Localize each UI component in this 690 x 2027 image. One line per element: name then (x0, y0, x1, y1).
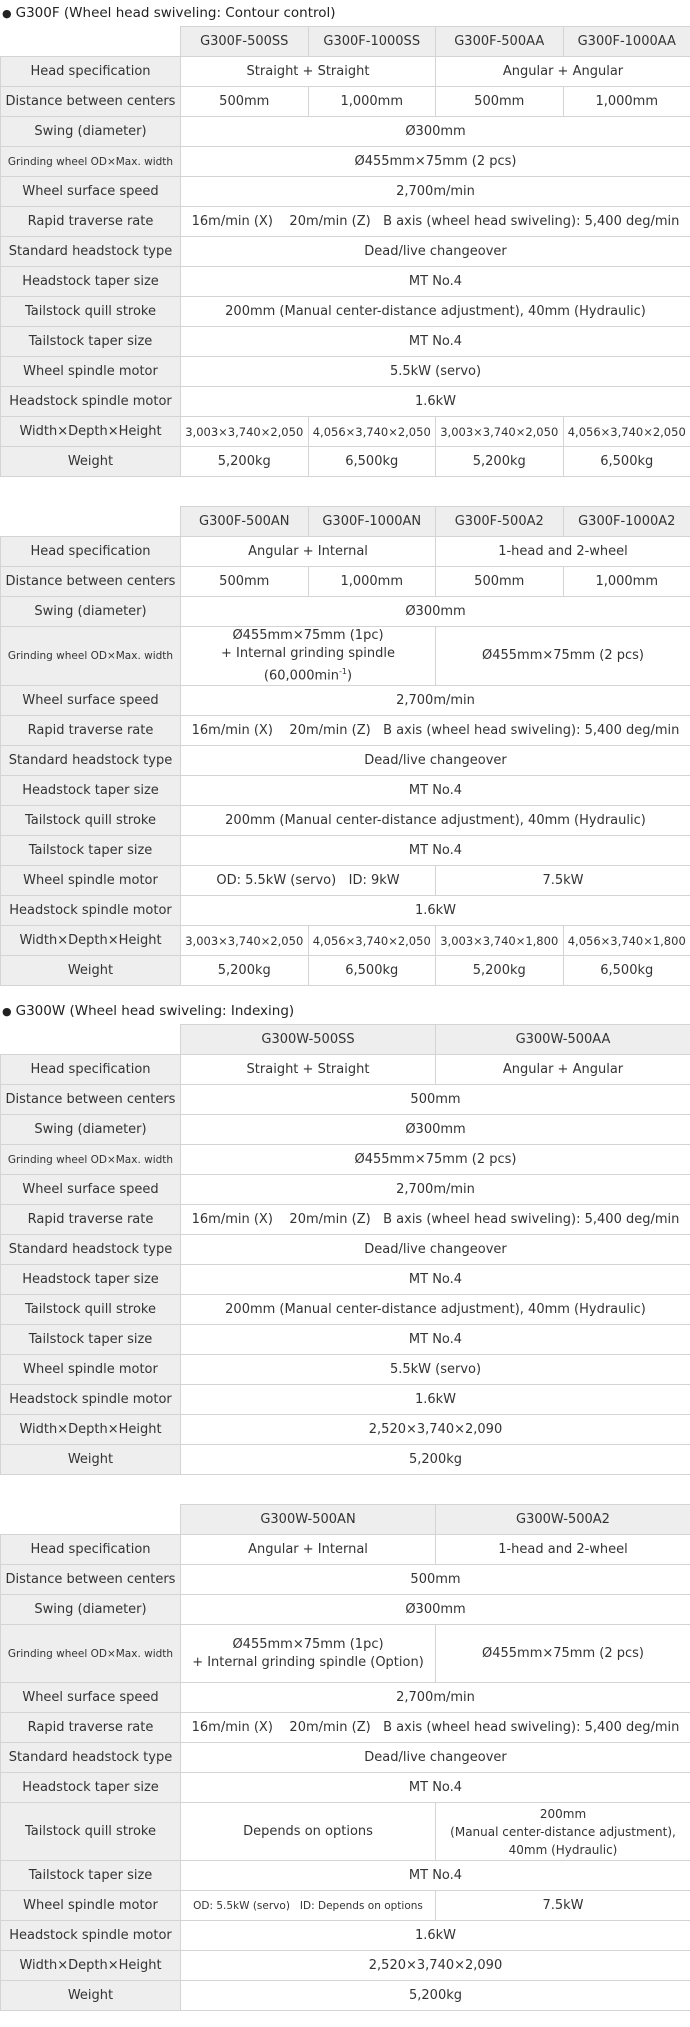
cell-value: 500mm (181, 567, 309, 597)
table-row (1, 327, 690, 357)
table-row (1, 1535, 690, 1565)
cell-value: 5,200kg (436, 447, 564, 477)
table-row (1, 956, 690, 986)
row-label: Standard headstock type (1, 746, 181, 776)
model-header: G300W-500AA (436, 1025, 690, 1055)
row-label: Standard headstock type (1, 237, 181, 267)
cell-value: 1.6kW (181, 896, 690, 926)
row-label: Headstock spindle motor (1, 1921, 181, 1951)
table-row (1, 1295, 690, 1325)
cell-value: Dead/live changeover (181, 237, 690, 267)
section-title-text: G300F (Wheel head swiveling: Contour control) (15, 5, 336, 21)
table-row (1, 1415, 690, 1445)
row-label: Distance between centers (1, 567, 181, 597)
cell-value: Dead/live changeover (181, 746, 690, 776)
cell-value-multiline (181, 1625, 436, 1683)
cell-value: MT No.4 (181, 327, 690, 357)
row-label: Grinding wheel OD×Max. width (1, 1625, 181, 1683)
cell-value: 5,200kg (181, 1445, 690, 1475)
model-header: G300W-500A2 (436, 1505, 690, 1535)
table-row (1, 1595, 690, 1625)
cell-value: 1-head and 2-wheel (436, 537, 690, 567)
cell-value: Ø300mm (181, 117, 690, 147)
cell-value: Angular + Internal (181, 1535, 436, 1565)
row-label: Weight (1, 1981, 181, 2011)
table-row (1, 1921, 690, 1951)
row-label: Tailstock taper size (1, 1325, 181, 1355)
table-row (1, 1355, 690, 1385)
cell-value: Angular + Angular (436, 1055, 690, 1085)
table-row (1, 1713, 690, 1743)
section-gap (0, 1475, 690, 1504)
cell-value: Ø455mm×75mm (2 pcs) (436, 1625, 690, 1683)
table-row (1, 926, 690, 956)
table-row (1, 896, 690, 926)
row-label: Tailstock taper size (1, 836, 181, 866)
cell-value: 16m/min (X) 20m/min (Z) B axis (wheel head swiveling): 5,400 deg/min (181, 1205, 690, 1235)
table-row (1, 1981, 690, 2011)
cell-value: 500mm (181, 1565, 690, 1595)
row-label: Tailstock quill stroke (1, 1295, 181, 1325)
model-header: G300F-500AA (436, 27, 564, 57)
row-label: Headstock spindle motor (1, 1385, 181, 1415)
cell-value: Angular + Angular (436, 57, 690, 87)
cell-value: 4,056×3,740×2,050 (308, 417, 436, 447)
section-title-g300f (0, 0, 690, 26)
model-header: G300F-1000AN (308, 507, 436, 537)
table-row (1, 746, 690, 776)
cell-value-multiline (181, 627, 436, 686)
row-label: Headstock taper size (1, 776, 181, 806)
cell-value: 7.5kW (436, 1891, 690, 1921)
table-row (1, 716, 690, 746)
cell-value: OD: 5.5kW (servo) ID: 9kW (181, 866, 436, 896)
row-label: Headstock spindle motor (1, 387, 181, 417)
cell-value: 6,500kg (563, 447, 690, 477)
spec-table-g300f-an-a2 (0, 506, 690, 986)
table-row (1, 1951, 690, 1981)
table-row (1, 776, 690, 806)
bullet-icon: ● (2, 7, 12, 20)
cell-value: Straight + Straight (181, 1055, 436, 1085)
table-row (1, 1625, 690, 1683)
model-header: G300F-500SS (181, 27, 309, 57)
cell-value: 1,000mm (563, 567, 690, 597)
cell-line: Ø455mm×75mm (1pc) (232, 628, 384, 643)
cell-value: 16m/min (X) 20m/min (Z) B axis (wheel head swiveling): 5,400 deg/min (181, 1713, 690, 1743)
row-label: Tailstock quill stroke (1, 806, 181, 836)
cell-value: Ø300mm (181, 1115, 690, 1145)
cell-value: 2,700m/min (181, 177, 690, 207)
cell-value: 16m/min (X) 20m/min (Z) B axis (wheel head swiveling): 5,400 deg/min (181, 716, 690, 746)
row-label: Headstock spindle motor (1, 896, 181, 926)
row-label: Grinding wheel OD×Max. width (1, 147, 181, 177)
row-label: Headstock taper size (1, 1773, 181, 1803)
table-row (1, 1565, 690, 1595)
cell-sup: -1 (339, 667, 347, 676)
cell-value: Ø300mm (181, 1595, 690, 1625)
cell-value: 6,500kg (308, 447, 436, 477)
table-row (1, 567, 690, 597)
cell-value: 1,000mm (308, 567, 436, 597)
row-label: Standard headstock type (1, 1235, 181, 1265)
cell-value: Dead/live changeover (181, 1235, 690, 1265)
cell-value: 5,200kg (181, 956, 309, 986)
cell-value: Depends on options (181, 1803, 436, 1861)
row-label: Rapid traverse rate (1, 207, 181, 237)
cell-value: 2,700m/min (181, 1683, 690, 1713)
table-row (1, 1265, 690, 1295)
cell-line: (Manual center-distance adjustment), (450, 1824, 676, 1839)
row-label: Rapid traverse rate (1, 716, 181, 746)
table-row (1, 267, 690, 297)
model-header: G300F-500A2 (436, 507, 564, 537)
cell-line-text: + Internal grinding spindle (60,000min (221, 646, 395, 684)
cell-value: Angular + Internal (181, 537, 436, 567)
table-row (1, 177, 690, 207)
cell-value: MT No.4 (181, 776, 690, 806)
cell-value: 500mm (436, 567, 564, 597)
cell-value: 2,520×3,740×2,090 (181, 1415, 690, 1445)
table-row (1, 1145, 690, 1175)
row-label: Wheel surface speed (1, 177, 181, 207)
row-label: Tailstock taper size (1, 327, 181, 357)
cell-value: 200mm (Manual center-distance adjustment), 40mm (Hydraulic) (181, 297, 690, 327)
table-header-row (1, 507, 690, 537)
table-row (1, 1235, 690, 1265)
cell-value: 5,200kg (436, 956, 564, 986)
section-gap (0, 477, 690, 506)
cell-value: Ø300mm (181, 597, 690, 627)
table-row (1, 1803, 690, 1861)
row-label: Distance between centers (1, 87, 181, 117)
cell-value: 16m/min (X) 20m/min (Z) B axis (wheel head swiveling): 5,400 deg/min (181, 207, 690, 237)
table-row (1, 297, 690, 327)
cell-value: MT No.4 (181, 836, 690, 866)
row-label: Tailstock quill stroke (1, 1803, 181, 1861)
table-row (1, 207, 690, 237)
cell-value: Ø455mm×75mm (2 pcs) (436, 627, 690, 686)
row-label: Width×Depth×Height (1, 1415, 181, 1445)
table-row (1, 1773, 690, 1803)
row-label: Headstock taper size (1, 1265, 181, 1295)
cell-value: 4,056×3,740×1,800 (563, 926, 690, 956)
cell-value: 500mm (181, 1085, 690, 1115)
table-row (1, 87, 690, 117)
table-row (1, 866, 690, 896)
table-header-row (1, 1505, 690, 1535)
table-row (1, 147, 690, 177)
table-row (1, 417, 690, 447)
cell-value: 5,200kg (181, 447, 309, 477)
table-row (1, 57, 690, 87)
table-row (1, 387, 690, 417)
table-row (1, 1205, 690, 1235)
model-header: G300F-1000SS (308, 27, 436, 57)
table-row (1, 1891, 690, 1921)
cell-value: 5,200kg (181, 1981, 690, 2011)
table-row (1, 1085, 690, 1115)
cell-value: Ø455mm×75mm (2 pcs) (181, 147, 690, 177)
cell-value: 500mm (436, 87, 564, 117)
row-label: Head specification (1, 1055, 181, 1085)
section-title-text: G300W (Wheel head swiveling: Indexing) (15, 1003, 295, 1020)
table-header-row (1, 27, 690, 57)
table-row (1, 1325, 690, 1355)
row-label: Wheel surface speed (1, 1175, 181, 1205)
model-header: G300W-500AN (181, 1505, 436, 1535)
header-blank-cell (1, 1025, 181, 1055)
cell-value: MT No.4 (181, 1325, 690, 1355)
row-label: Weight (1, 1445, 181, 1475)
cell-value: Straight + Straight (181, 57, 436, 87)
row-label: Grinding wheel OD×Max. width (1, 627, 181, 686)
header-blank-cell (1, 1505, 181, 1535)
cell-value-multiline (436, 1803, 690, 1861)
spec-table-g300f-ss-aa (0, 26, 690, 477)
table-row (1, 237, 690, 267)
row-label: Wheel spindle motor (1, 1355, 181, 1385)
row-label: Head specification (1, 1535, 181, 1565)
row-label: Rapid traverse rate (1, 1713, 181, 1743)
row-label: Wheel spindle motor (1, 866, 181, 896)
cell-value: MT No.4 (181, 267, 690, 297)
table-header-row (1, 1025, 690, 1055)
row-label: Standard headstock type (1, 1743, 181, 1773)
table-row (1, 1743, 690, 1773)
table-row (1, 1445, 690, 1475)
cell-value: 3,003×3,740×2,050 (436, 417, 564, 447)
cell-value: 1,000mm (308, 87, 436, 117)
row-label: Swing (diameter) (1, 117, 181, 147)
row-label: Width×Depth×Height (1, 1951, 181, 1981)
cell-value: 1.6kW (181, 1921, 690, 1951)
model-header: G300W-500SS (181, 1025, 436, 1055)
table-row (1, 357, 690, 387)
cell-value: 5.5kW (servo) (181, 357, 690, 387)
model-header: G300F-1000AA (563, 27, 690, 57)
row-label: Head specification (1, 57, 181, 87)
table-row (1, 1683, 690, 1713)
table-row (1, 1115, 690, 1145)
row-label: Tailstock taper size (1, 1861, 181, 1891)
section-title-g300w (0, 998, 690, 1024)
row-label: Wheel surface speed (1, 1683, 181, 1713)
model-header: G300F-500AN (181, 507, 309, 537)
table-row (1, 1055, 690, 1085)
table-row (1, 686, 690, 716)
cell-line: Ø455mm×75mm (1pc) (232, 1636, 384, 1652)
cell-value: Ø455mm×75mm (2 pcs) (181, 1145, 690, 1175)
row-label: Swing (diameter) (1, 1595, 181, 1625)
cell-value: MT No.4 (181, 1265, 690, 1295)
row-label: Weight (1, 956, 181, 986)
cell-value: 500mm (181, 87, 309, 117)
cell-value: 2,700m/min (181, 686, 690, 716)
table-row (1, 1175, 690, 1205)
cell-value: 4,056×3,740×2,050 (563, 417, 690, 447)
table-row (1, 447, 690, 477)
cell-value: 6,500kg (308, 956, 436, 986)
cell-value: 3,003×3,740×2,050 (181, 417, 309, 447)
header-blank-cell (1, 27, 181, 57)
cell-value: OD: 5.5kW (servo) ID: Depends on options (181, 1891, 436, 1921)
table-row (1, 836, 690, 866)
table-row (1, 597, 690, 627)
cell-line: + Internal grinding spindle (Option) (192, 1654, 424, 1670)
row-label: Head specification (1, 537, 181, 567)
cell-line: 40mm (Hydraulic) (508, 1842, 618, 1857)
table-row (1, 1861, 690, 1891)
spec-table-g300w-an-a2 (0, 1504, 690, 2011)
cell-value: 2,700m/min (181, 1175, 690, 1205)
cell-value: 6,500kg (563, 956, 690, 986)
row-label: Headstock taper size (1, 267, 181, 297)
bullet-icon: ● (2, 1005, 12, 1019)
cell-value: Dead/live changeover (181, 1743, 690, 1773)
cell-value: 7.5kW (436, 866, 690, 896)
model-header: G300F-1000A2 (563, 507, 690, 537)
cell-value: 3,003×3,740×2,050 (181, 926, 309, 956)
table-row (1, 537, 690, 567)
row-label: Wheel surface speed (1, 686, 181, 716)
table-row (1, 806, 690, 836)
cell-value: 5.5kW (servo) (181, 1355, 690, 1385)
cell-value: 2,520×3,740×2,090 (181, 1951, 690, 1981)
cell-line: 200mm (539, 1806, 587, 1821)
cell-line-text: ) (346, 668, 353, 684)
cell-value: 3,003×3,740×1,800 (436, 926, 564, 956)
header-blank-cell (1, 507, 181, 537)
cell-value: 200mm (Manual center-distance adjustment), 40mm (Hydraulic) (181, 1295, 690, 1325)
row-label: Width×Depth×Height (1, 926, 181, 956)
cell-value: 1,000mm (563, 87, 690, 117)
row-label: Weight (1, 447, 181, 477)
row-label: Wheel spindle motor (1, 1891, 181, 1921)
cell-value: 200mm (Manual center-distance adjustment), 40mm (Hydraulic) (181, 806, 690, 836)
row-label: Swing (diameter) (1, 1115, 181, 1145)
cell-value: MT No.4 (181, 1861, 690, 1891)
cell-value: 1-head and 2-wheel (436, 1535, 690, 1565)
table-row (1, 627, 690, 686)
row-label: Rapid traverse rate (1, 1205, 181, 1235)
row-label: Distance between centers (1, 1085, 181, 1115)
cell-value: 4,056×3,740×2,050 (308, 926, 436, 956)
row-label: Wheel spindle motor (1, 357, 181, 387)
cell-value: 1.6kW (181, 1385, 690, 1415)
cell-value: MT No.4 (181, 1773, 690, 1803)
table-row (1, 117, 690, 147)
row-label: Swing (diameter) (1, 597, 181, 627)
spec-table-g300w-ss-aa (0, 1024, 690, 1475)
cell-line (181, 645, 435, 685)
row-label: Grinding wheel OD×Max. width (1, 1145, 181, 1175)
table-row (1, 1385, 690, 1415)
row-label: Width×Depth×Height (1, 417, 181, 447)
cell-value: 1.6kW (181, 387, 690, 417)
row-label: Tailstock quill stroke (1, 297, 181, 327)
row-label: Distance between centers (1, 1565, 181, 1595)
